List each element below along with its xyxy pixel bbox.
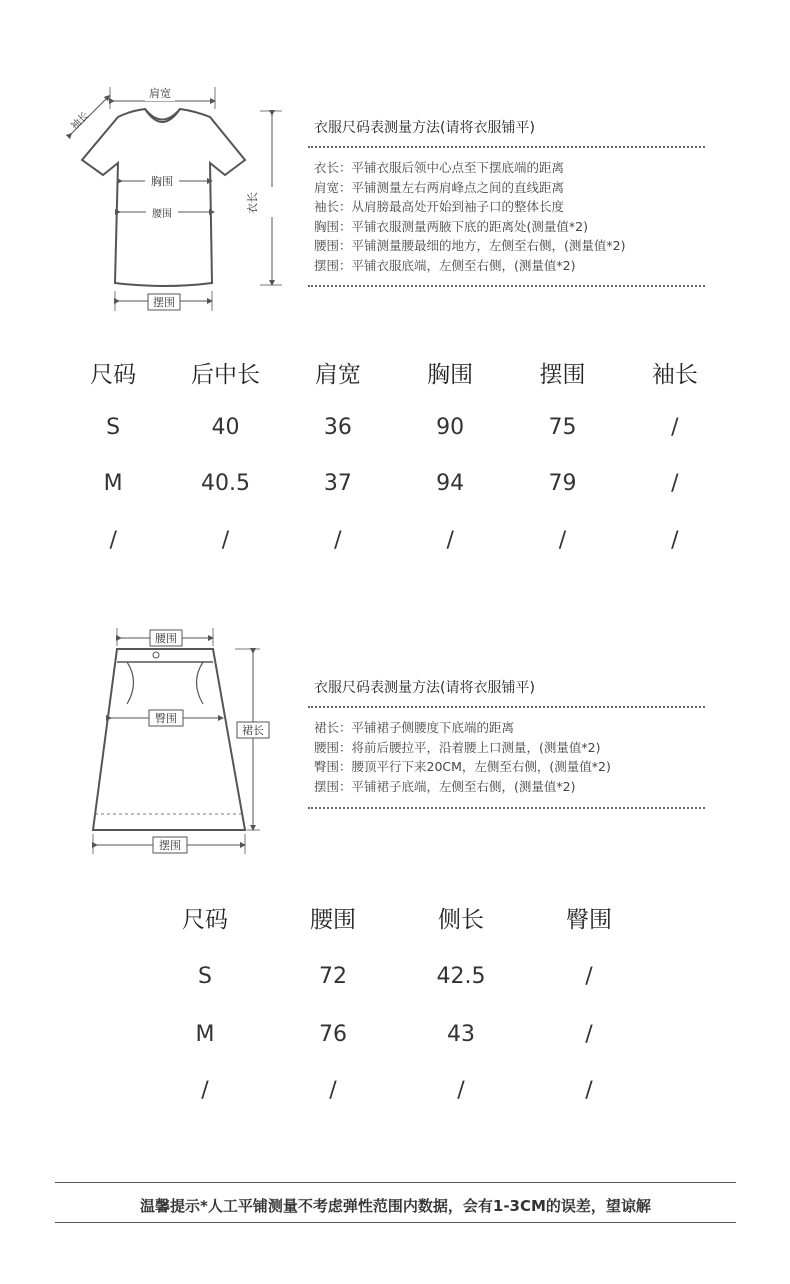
table-cell: 40 — [211, 414, 240, 440]
table-cell: / — [671, 471, 679, 496]
instruction-line: 腰围：平铺测量腰最细的地方，左侧至右侧，(测量值*2) — [314, 238, 626, 253]
table-cell: / — [558, 527, 567, 553]
table-cell: / — [446, 527, 454, 553]
top-instructions-divider-bottom — [308, 285, 705, 287]
instruction-line: 肩宽：平铺测量左右两肩峰点之间的直线距离 — [314, 179, 565, 195]
table-cell: 75 — [548, 414, 577, 440]
table-cell: 40.5 — [201, 471, 250, 496]
label-skirt-hem: 摆围 — [159, 839, 181, 852]
table-header: 臀围 — [566, 906, 612, 933]
table-cell: 72 — [319, 963, 347, 989]
label-chest: 胸围 — [151, 175, 173, 188]
table-cell: 36 — [323, 414, 352, 440]
instruction-line: 臀围：腰顶平行下来20CM，左侧至右侧，(测量值*2) — [314, 759, 611, 774]
label-sleeve: 袖长 — [69, 110, 92, 133]
table-cell: 94 — [436, 471, 465, 496]
table-cell: / — [585, 1022, 593, 1047]
table-header: 袖长 — [651, 361, 698, 388]
top-size-table — [57, 346, 731, 569]
table-cell: / — [201, 1077, 209, 1103]
table-cell: S — [106, 414, 121, 440]
instruction-line: 腰围：将前后腰拉平，沿着腰上口测量，(测量值*2) — [314, 739, 601, 755]
table-cell: / — [221, 527, 230, 553]
instruction-line: 摆围：平铺衣服底端，左侧至右侧，(测量值*2) — [314, 257, 576, 273]
table-header: 摆围 — [539, 361, 586, 388]
bottom-instructions-divider-top — [308, 706, 705, 708]
bottom-instructions-divider-bottom — [308, 807, 705, 809]
bottom-size-table — [141, 890, 653, 1119]
table-cell: / — [671, 414, 679, 440]
label-skirt-waist: 腰围 — [155, 632, 177, 645]
footer-note: 温馨提示*人工平铺测量不考虑弹性范围内数据，会有1-3CM的误差，望谅解 — [140, 1197, 651, 1215]
label-hem: 摆围 — [153, 296, 175, 309]
instruction-line: 袖长：从肩膀最高处开始到袖子口的整体长度 — [314, 199, 565, 214]
table-cell: / — [585, 1077, 593, 1103]
label-skirt-length: 裙长 — [242, 724, 264, 737]
top-instructions-list — [314, 158, 625, 275]
table-cell: / — [585, 963, 593, 989]
top-instructions-divider-top — [308, 146, 705, 148]
table-header: 侧长 — [438, 906, 484, 933]
table-cell: / — [329, 1077, 337, 1103]
table-header: 肩宽 — [314, 361, 361, 388]
top-instructions-title: 衣服尺码表测量方法(请将衣服铺平) — [314, 120, 535, 136]
label-length: 衣长 — [246, 192, 259, 214]
label-shoulder: 肩宽 — [149, 87, 171, 100]
footer-divider-bottom — [55, 1222, 736, 1223]
table-header: 尺码 — [182, 906, 228, 933]
table-header: 尺码 — [90, 361, 137, 388]
instruction-line: 衣长：平铺衣服后领中心点至下摆底端的距离 — [314, 160, 565, 175]
table-cell: 37 — [323, 471, 352, 496]
table-cell: / — [457, 1077, 465, 1103]
label-skirt-hip: 臀围 — [155, 712, 177, 725]
footer-divider-top — [55, 1182, 736, 1183]
table-cell: 79 — [548, 471, 577, 496]
table-cell: 76 — [319, 1022, 347, 1047]
table-cell: 90 — [436, 414, 465, 440]
table-cell: / — [334, 527, 342, 553]
table-cell: 42.5 — [436, 963, 486, 989]
table-cell: / — [671, 527, 679, 553]
table-cell: M — [103, 471, 123, 496]
table-cell: 43 — [447, 1022, 475, 1047]
table-header: 后中长 — [190, 361, 260, 388]
bottom-instructions-title: 衣服尺码表测量方法(请将衣服铺平) — [314, 680, 535, 696]
table-cell: S — [198, 963, 212, 989]
instruction-line: 摆围：平铺裙子底端，左侧至右侧，(测量值*2) — [314, 778, 576, 794]
table-header: 胸围 — [427, 361, 474, 388]
instruction-line: 裙长：平铺裙子侧腰度下底端的距离 — [314, 720, 515, 735]
table-cell: / — [109, 527, 117, 553]
bottom-instructions-list — [314, 718, 611, 796]
tshirt-diagram — [60, 75, 285, 320]
table-cell: M — [195, 1022, 215, 1047]
skirt-diagram — [85, 622, 270, 862]
label-waist: 腰围 — [152, 209, 172, 220]
instruction-line: 胸围：平铺衣服测量两腋下底的距离处(测量值*2) — [314, 218, 588, 234]
table-header: 腰围 — [310, 906, 356, 933]
